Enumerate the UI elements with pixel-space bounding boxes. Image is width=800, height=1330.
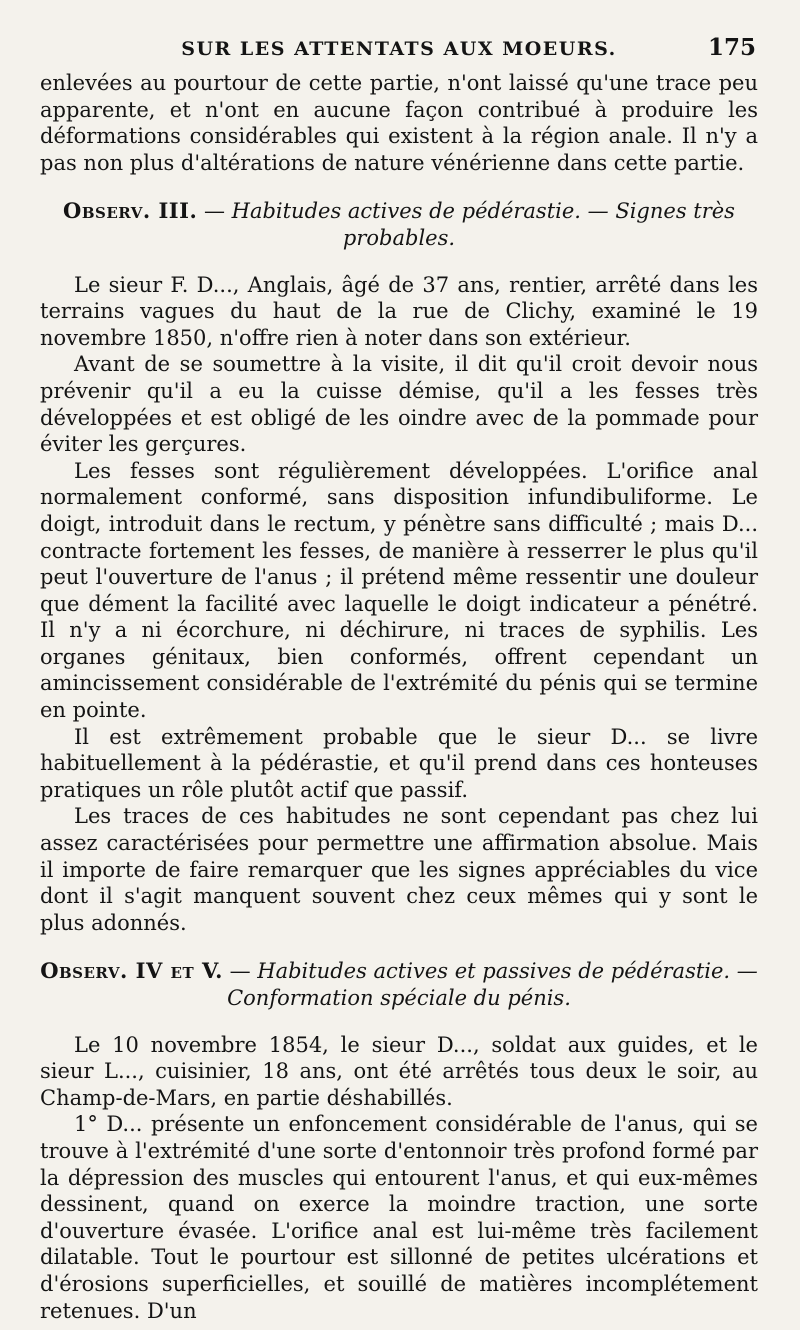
- observation-label: Observ. IV et V.: [40, 958, 223, 984]
- observation-heading-4-5: [40, 958, 758, 1011]
- observation-title: Habitudes actives de pédérastie. — Signes très probables.: [231, 199, 735, 250]
- observation-title: Habitudes actives et passives de pédérastie. — Conformation spéciale du pénis.: [227, 959, 758, 1010]
- observation-dash: —: [197, 199, 232, 224]
- paragraph: Avant de se soumettre à la visite, il dit qu'il croit devoir nous prévenir qu'il a eu la cuisse démise, qu'il a les fesses très développées et est obligé de les oindre avec de la pommade pour éviter les gerçures.: [40, 352, 758, 457]
- running-header: [40, 30, 758, 70]
- paragraph: Il est extrêmement probable que le sieur D... se livre habituellement à la pédérastie, et qu'il prend dans ces honteuses pratiques un rôle plutôt actif que passif.: [40, 724, 758, 802]
- paragraph: Le 10 novembre 1854, le sieur D..., soldat aux guides, et le sieur L..., cuisinier, 18 ans, ont été arrêtés tous deux le soir, au Champ-de-Mars, en partie déshabillés.: [40, 1032, 758, 1110]
- paragraph: Le sieur F. D..., Anglais, âgé de 37 ans, rentier, arrêté dans les terrains vagues du haut de la rue de Clichy, examiné le 19 novembre 1850, n'offre rien à noter dans son extérieur.: [40, 272, 758, 350]
- observation-dash: —: [222, 959, 258, 984]
- paragraph: Les fesses sont régulièrement développées. L'orifice anal normalement conformé, sans disposition infundibuliforme. Le doigt, introduit dans le rectum, y pénètre sans difficulté ; mais D... contracte fortement les fesses, de manière à resserrer le plus qu'il peut l'ouverture de l'anus ; il prétend même ressentir une douleur que dément la facilité avec laquelle le doigt indicateur a pénétré. Il n'y a ni écorchure, ni déchirure, ni traces de syphilis. Les organes génitaux, bien conformés, offrent cependant un amincissement considérable de l'extrémité du pénis qui se termine en pointe.: [40, 458, 758, 723]
- page-number: 175: [707, 34, 756, 61]
- observation-label: Observ. III.: [63, 198, 198, 224]
- observation-heading-3: [40, 198, 758, 251]
- body-text: [40, 70, 758, 1324]
- paragraph: Les traces de ces habitudes ne sont cependant pas chez lui assez caractérisées pour permettre une affirmation absolue. Mais il importe de faire remarquer que les signes appréciables du vice dont il s'agit manquent souvent chez ceux mêmes qui y sont le plus adonnés.: [40, 804, 758, 935]
- running-title: SUR LES ATTENTATS AUX MOEURS.: [181, 38, 617, 60]
- paragraph: 1° D... présente un enfoncement considérable de l'anus, qui se trouve à l'extrémité d'une sorte d'entonnoir très profond formé par la dépression des muscles qui entourent l'anus, et qui eux-mêmes dessinent, quand on exerce la moindre traction, une sorte d'ouverture évasée. L'orifice anal est lui-même très facilement dilatable. Tout le pourtour est sillonné de petites ulcérations et d'érosions superficielles, et souillé de matières incomplétement retenues. D'un: [40, 1112, 758, 1323]
- paragraph-continuation: enlevées au pourtour de cette partie, n'ont laissé qu'une trace peu apparente, et n'ont en aucune façon contribué à produire les déformations considérables qui existent à la région anale. Il n'y a pas non plus d'altérations de nature vénérienne dans cette partie.: [40, 71, 758, 175]
